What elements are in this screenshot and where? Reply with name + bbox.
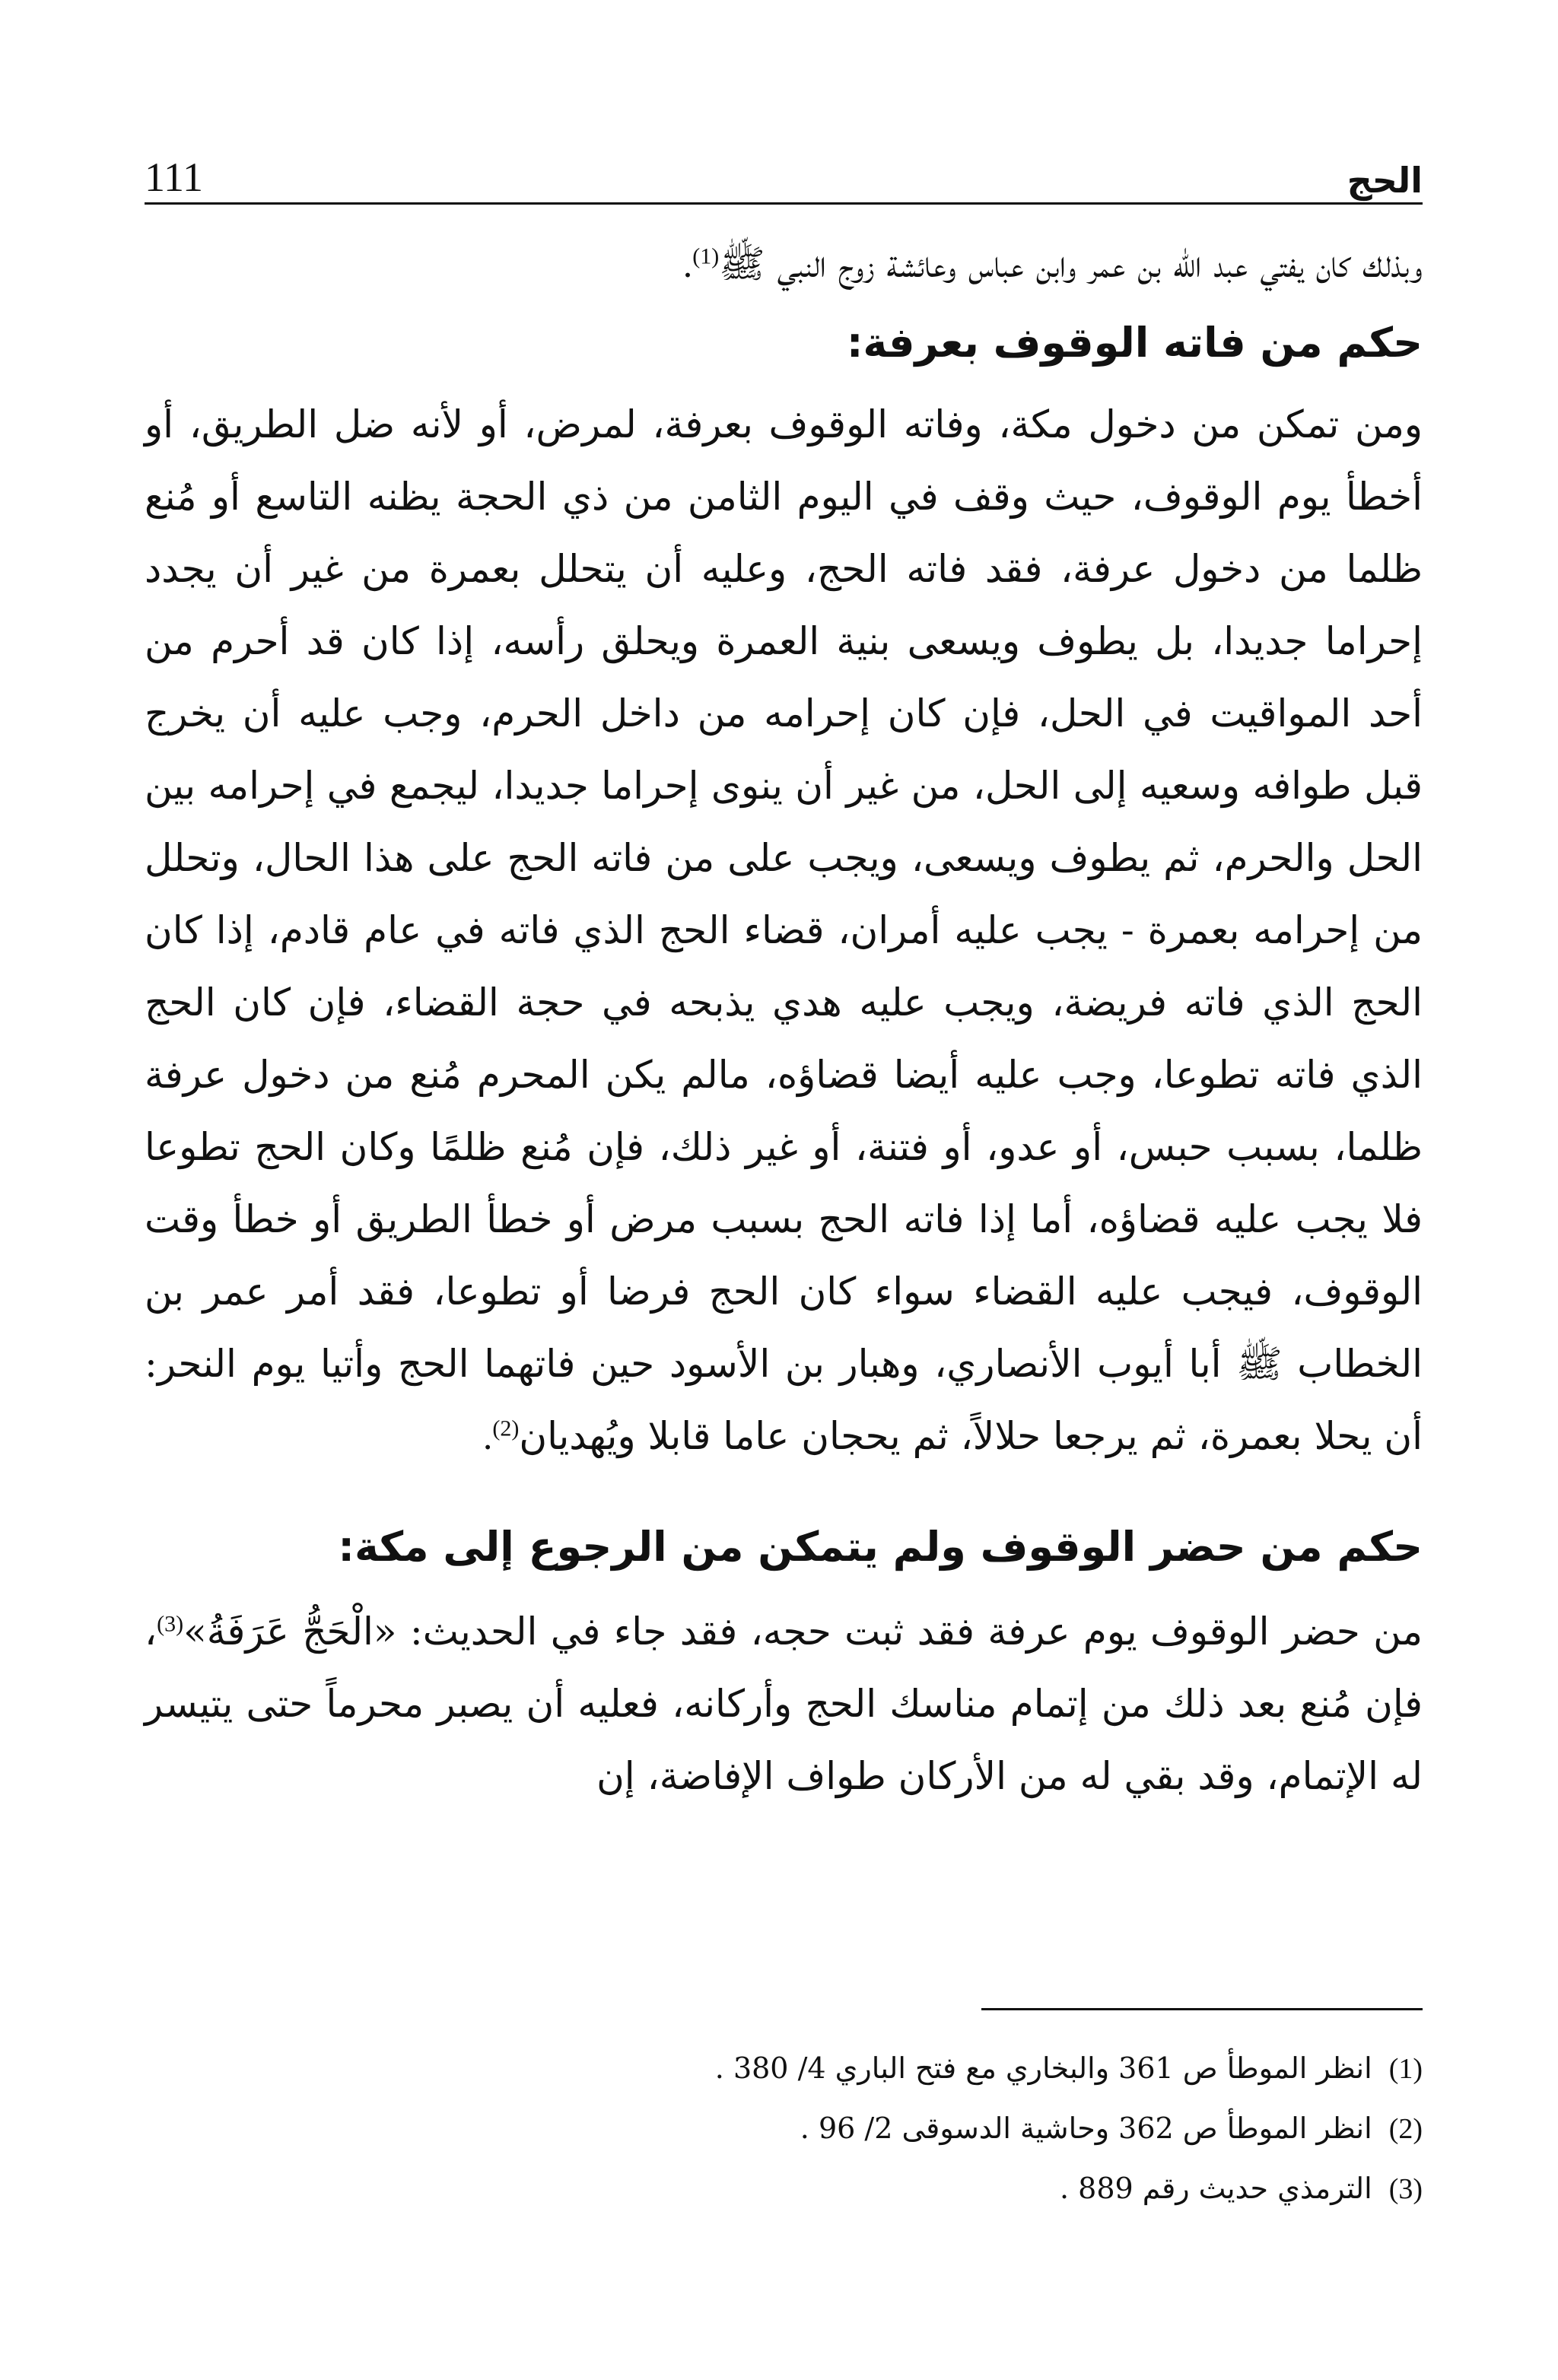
footnote-text: انظر الموطأ ص 362 وحاشية الدسوقى 2/ 96 . [800, 2111, 1372, 2145]
section-missed-wuquf-text: ومن تمكن من دخول مكة، وفاته الوقوف بعرفة، لمرض، أو لأنه ضل الطريق، أو أخطأ يوم الوقوف، حيث وقف في اليوم الثامن من ذي الحجة يظنه التاسع أو مُنع ظلما من دخول عرفة، فقد فاته الحج، وعليه أن يتحلل بعمرة من غير أن يجدد إحراما جديدا، بل يطوف ويسعى بنية العمرة ويحلق رأسه، إذا كان قد أحرم من أحد المواقيت في الحل، فإن كان إحرامه من داخل الحرم، وجب عليه أن يخرج قبل طوافه وسعيه إلى الحل، من غير أن ينوى إحراما جديدا، ليجمع في إحرامه بين الحل والحرم، ثم يطوف ويسعى، ويجب على من فاته الحج على هذا الحال، وتحلل من إحرامه بعمرة - يجب عليه أمران، قضاء الحج الذي فاته في عام قادم، إذا كان الحج الذي فاته فريضة، ويجب عليه هدي يذبحه في حجة القضاء، فإن كان الحج الذي فاته تطوعا، وجب عليه أيضا قضاؤه، مالم يكن المحرم مُنع من دخول عرفة ظلما، بسبب حبس، أو عدو، أو فتنة، أو غير ذلك، فإن مُنع ظلمًا وكان الحج تطوعا فلا يجب عليه قضاؤه، أما إذا فاته الحج بسبب مرض أو خطأ الطريق أو خطأ وقت الوقوف، فيجب عليه القضاء سواء كان الحج فرضا أو تطوعا، فقد أمر عمر بن الخطاب ﷺ أبا أيوب الأنصاري، وهبار بن الأسود حين فاتهما الحج وأتيا يوم النحر: أن يحلا بعمرة، ثم يرجعا حلالاً، ثم يحجان عاما قابلا ويُهديان [145, 402, 1423, 1458]
footnote-rule [981, 2008, 1423, 2010]
section-heading-missed-wuquf: حكم من فاته الوقوف بعرفة: [846, 319, 1423, 367]
running-header [145, 114, 1423, 201]
footnote-ref-2: (2) [492, 1416, 520, 1441]
footnote-ref-1: (1) [692, 243, 720, 269]
footnote-number: (1) [1388, 2053, 1423, 2085]
footnote-text: الترمذي حديث رقم 889 . [1060, 2172, 1372, 2205]
section-missed-wuquf-end: . [482, 1415, 493, 1457]
intro-text: وبذلك كان يفتي عبد الله بن عمر وابن عباس وعائشة زوج النبي ﷺ [719, 242, 1423, 286]
footnote-item [456, 2038, 1423, 2099]
section-attended-wuquf-paragraph [145, 1596, 1423, 1813]
intro-paragraph [145, 228, 1423, 300]
footnote-number: (3) [1388, 2173, 1423, 2205]
footnotes [456, 2038, 1423, 2219]
footnote-ref-3: (3) [157, 1611, 184, 1637]
running-title: الحج [1347, 160, 1423, 201]
main-text [145, 228, 1423, 1813]
header-rule [145, 202, 1423, 205]
section-attended-wuquf-text-b: ، فإن مُنع بعد ذلك من إتمام مناسك الحج وأركانه، فعليه أن يصبر محرماً حتى يتيسر له الإتمام، وقد بقي له من الأركان طواف الإفاضة، إن [145, 1609, 1423, 1798]
section-missed-wuquf-paragraph [145, 389, 1423, 1473]
section-heading-attended-wuquf: حكم من حضر الوقوف ولم يتمكن من الرجوع إلى مكة: [338, 1523, 1423, 1571]
footnote-item [456, 2159, 1423, 2219]
section-attended-wuquf-text-a: من حضر الوقوف يوم عرفة فقد ثبت حجه، فقد جاء في الحديث: «الْحَجُّ عَرَفَةُ» [183, 1609, 1423, 1654]
page-number: 111 [145, 154, 203, 200]
footnote-number: (2) [1388, 2113, 1423, 2145]
footnote-item [456, 2099, 1423, 2159]
intro-end: . [682, 243, 693, 285]
footnote-text: انظر الموطأ ص 361 والبخاري مع فتح الباري 4/ 380 . [714, 2051, 1372, 2085]
